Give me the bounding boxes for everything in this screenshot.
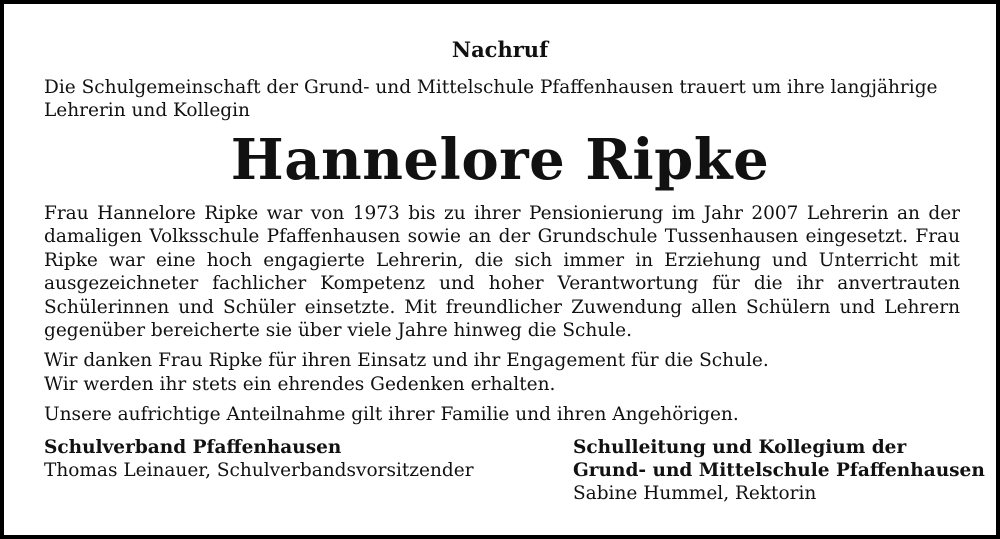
notice-heading: Nachruf [451,37,549,62]
signature-right-org-line-2: Grund- und Mittelschule Pfaffenhausen [573,460,985,481]
intro-text: Die Schulgemeinschaft der Grund- und Mittelschule Pfaffenhausen trauert um ihre langjährige Lehrerin und Kollegin [44,77,938,121]
signature-left-person: Thomas Leinauer, Schulverbandsvorsitzender [44,460,474,481]
paragraph-thanks-2: Wir werden ihr stets ein ehrendes Gedenken erhalten. [44,373,556,395]
signature-left [44,436,544,482]
paragraph-main: Frau Hannelore Ripke war von 1973 bis zu ihrer Pensionierung im Jahr 2007 Lehrerin an der damaligen Volksschule Pfaffenhausen sowie an der Grundschule Tussenhausen eingesetzt. Frau Ripke war eine hoch engagierte Lehrerin, die sich immer in Erziehung und Unterricht mit ausgezeichneter fachlicher Kompetenz und hoher Verantwortung für die ihr anvertrauten Schülerinnen und Schüler einsetzte. Mit freundlicher Zuwendung allen Schülern und Lehrern gegenüber bereicherte sie über viele Jahre hinweg die Schule. [44,203,960,342]
signature-right-person: Sabine Hummel, Rektorin [573,483,817,504]
deceased-name: Hannelore Ripke [230,127,770,193]
obituary-body [44,202,960,427]
signature-left-org: Schulverband Pfaffenhausen [44,437,342,458]
paragraph-condolence: Unsere aufrichtige Anteilnahme gilt ihrer Familie und ihren Angehörigen. [44,404,739,426]
paragraph-thanks-1: Wir danken Frau Ripke für ihren Einsatz und ihr Engagement für die Schule. [44,350,769,372]
signature-right [573,436,993,505]
signature-right-org-line-1: Schulleitung und Kollegium der [573,437,907,458]
